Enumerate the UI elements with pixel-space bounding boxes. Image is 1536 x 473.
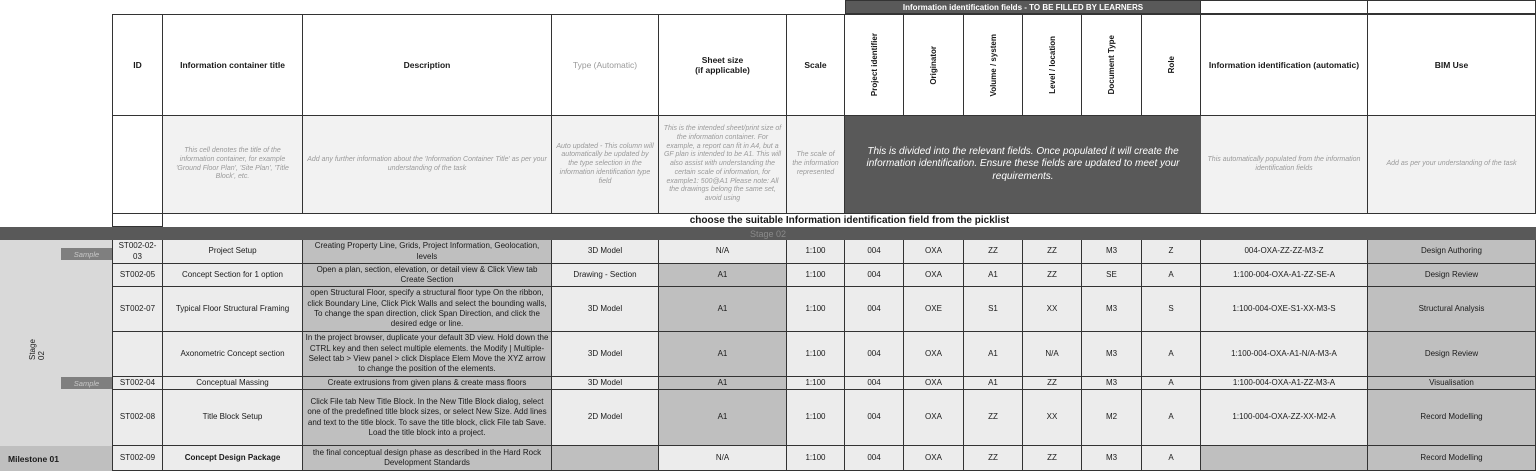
header-originator [904,14,964,116]
table-cell-volume: ZZ [964,240,1023,264]
table-cell-sheet: A1 [659,264,787,287]
table-cell-level: XX [1023,390,1082,446]
table-cell-sheet: N/A [659,240,787,264]
table-cell-infoid: 1:100-004-OXA-A1-N/A-M3-A [1201,332,1368,377]
table-cell-id: ST002-04 [112,377,163,390]
guidance-title: This cell denotes the title of the information container, for example 'Ground Floor Plan', 'Site Plan', 'Title Block', etc. [163,116,303,214]
header-sheet: Sheet size (if applicable) [659,14,787,116]
sample-tag: Sample [61,248,112,260]
sample-tag: Sample [61,377,112,389]
table-cell-role: A [1142,446,1201,471]
header-level [1023,14,1082,116]
table-cell-infoid: 1:100-004-OXA-ZZ-XX-M2-A [1201,390,1368,446]
table-cell-description: Click File tab New Title Block. In the New Title Block dialog, select one of the predefined title block sizes, or select New Size. Add lines and text to the title block. To save the title block, click File tab Save. Load the title block into a project. [303,390,552,446]
guidance-description: Add any further information about the 'Information Container Title' as per your understanding of the task [303,116,552,214]
table-cell-bim: Design Review [1368,332,1536,377]
table-cell-scale: 1:100 [787,377,845,390]
table-cell-originator: OXA [904,390,964,446]
table-cell-scale: 1:100 [787,287,845,332]
table-cell-level: ZZ [1023,240,1082,264]
header-project [845,14,904,116]
table-cell-originator: OXA [904,264,964,287]
table-cell-volume: A1 [964,332,1023,377]
guidance-id [112,116,163,214]
table-cell-sheet: A1 [659,377,787,390]
guidance-sheet: This is the intended sheet/print size of the information container. For example, a report can fit in A4, but a GF plan is intended to be A1. This will also assist with understanding the certain scale of information, for example1: 500@A1 Please note: All the drawings belong the same set, avoid using [659,116,787,214]
picklist-id-cell [112,214,163,227]
table-cell-sheet: A1 [659,287,787,332]
table-cell-id: ST002-02-03 [112,240,163,264]
table-cell-sheet: N/A [659,446,787,471]
header-volume-label: Volume / system [988,33,998,97]
table-cell-title: Typical Floor Structural Framing [163,287,303,332]
table-cell-role: A [1142,377,1201,390]
guidance-type: Auto updated - This column will automatically be updated by the type selection in the information identification type field [552,116,659,214]
table-cell-infoid: 004-OXA-ZZ-ZZ-M3-Z [1201,240,1368,264]
table-cell-volume: S1 [964,287,1023,332]
table-cell-project: 004 [845,287,904,332]
table-cell-title: Title Block Setup [163,390,303,446]
table-cell-title: Concept Section for 1 option [163,264,303,287]
table-cell-description: the final conceptual design phase as described in the Hard Rock Development Standards [303,446,552,471]
table-cell-sheet: A1 [659,332,787,377]
table-cell-project: 004 [845,264,904,287]
table-cell-bim: Design Review [1368,264,1536,287]
table-cell-project: 004 [845,446,904,471]
table-cell-role: Z [1142,240,1201,264]
header-description: Description [303,14,552,116]
table-cell-project: 004 [845,332,904,377]
milestone-label: Milestone 01 [0,446,112,471]
header-infoid: Information identification (automatic) [1201,14,1368,116]
table-cell-infoid: 1:100-004-OXA-A1-ZZ-SE-A [1201,264,1368,287]
guidance-infoid: This automatically populated from the information identification fields [1201,116,1368,214]
table-cell-bim: Record Modelling [1368,390,1536,446]
table-cell-id: ST002-09 [112,446,163,471]
header-type: Type (Automatic) [552,14,659,116]
table-cell-role: A [1142,390,1201,446]
header-role-label: Role [1166,56,1176,74]
table-cell-role: A [1142,332,1201,377]
table-cell-volume: A1 [964,264,1023,287]
table-cell-infoid: 1:100-004-OXA-A1-ZZ-M3-A [1201,377,1368,390]
table-cell-level: ZZ [1023,377,1082,390]
table-cell-level: ZZ [1023,264,1082,287]
table-cell-description: Creating Property Line, Grids, Project Information, Geolocation, levels [303,240,552,264]
picklist-instruction: choose the suitable Information identification field from the picklist [689,215,1010,226]
table-cell-id: ST002-05 [112,264,163,287]
table-cell-doctype: M3 [1082,377,1142,390]
header-doctype [1082,14,1142,116]
table-cell-scale: 1:100 [787,332,845,377]
header-bim: BIM Use [1368,14,1536,116]
table-cell-scale: 1:100 [787,446,845,471]
table-cell-description: In the project browser, duplicate your default 3D view. Hold down the CTRL key and then select multiple elements. the Modify | Multiple-Select tab > View panel > click Displace Elem Move the XYZ arrow to change the position of the elements. [303,332,552,377]
table-cell-title: Concept Design Package [163,446,303,471]
banner-blank-cell [1201,0,1368,14]
stage-bar: Stage 02 [0,227,1536,240]
table-cell-doctype: M3 [1082,446,1142,471]
table-cell-type: 3D Model [552,377,659,390]
table-cell-title: Conceptual Massing [163,377,303,390]
table-cell-description: open Structural Floor, specify a structural floor type On the ribbon, click Boundary Line, Click Pick Walls and select the bounding walls, To change the span direction, click Span Direction, and click the desired edge or line. [303,287,552,332]
table-cell-doctype: SE [1082,264,1142,287]
table-cell-project: 004 [845,390,904,446]
table-cell-originator: OXE [904,287,964,332]
table-cell-role: S [1142,287,1201,332]
table-cell-doctype: M2 [1082,390,1142,446]
table-cell-originator: OXA [904,332,964,377]
table-cell-project: 004 [845,377,904,390]
table-cell-title: Project Setup [163,240,303,264]
table-cell-type: 3D Model [552,332,659,377]
table-cell-type: 2D Model [552,390,659,446]
table-cell-bim: Visualisation [1368,377,1536,390]
table-cell-scale: 1:100 [787,240,845,264]
table-cell-doctype: M3 [1082,287,1142,332]
table-cell-level: N/A [1023,332,1082,377]
table-cell-type: Drawing - Section [552,264,659,287]
table-cell-type: 3D Model [552,240,659,264]
table-cell-scale: 1:100 [787,390,845,446]
table-cell-bim: Design Authoring [1368,240,1536,264]
table-cell-volume: ZZ [964,446,1023,471]
table-cell-id: ST002-07 [112,287,163,332]
table-cell-id [112,332,163,377]
table-cell-infoid [1201,446,1368,471]
table-cell-title: Axonometric Concept section [163,332,303,377]
table-cell-bim: Structural Analysis [1368,287,1536,332]
table-cell-level: ZZ [1023,446,1082,471]
table-cell-bim: Record Modelling [1368,446,1536,471]
table-cell-originator: OXA [904,240,964,264]
table-cell-role: A [1142,264,1201,287]
header-title: Information container title [163,14,303,116]
learner-fields-banner: Information identification fields - TO BE FILLED BY LEARNERS [845,0,1201,14]
table-cell-project: 004 [845,240,904,264]
banner-blank-cell [1368,0,1536,14]
guidance-scale: The scale of the information represented [787,116,845,214]
header-originator-label: Originator [929,45,938,85]
table-cell-type [552,446,659,471]
table-cell-id: ST002-08 [112,390,163,446]
header-project-label: Project identifier [869,33,879,97]
guidance-bim: Add as per your understanding of the task [1368,116,1536,214]
table-cell-type: 3D Model [552,287,659,332]
stage-label: Stage 02 [28,339,46,360]
table-cell-sheet: A1 [659,390,787,446]
header-role [1142,14,1201,116]
header-id: ID [112,14,163,116]
header-scale: Scale [787,14,845,116]
table-cell-doctype: M3 [1082,240,1142,264]
table-cell-volume: A1 [964,377,1023,390]
table-cell-description: Open a plan, section, elevation, or detail view & Click View tab Create Section [303,264,552,287]
table-cell-doctype: M3 [1082,332,1142,377]
table-cell-level: XX [1023,287,1082,332]
guidance-fields-note: This is divided into the relevant fields. Once populated it will create the information identification. Ensure these fields are updated to meet your requirements. [845,116,1201,214]
table-cell-originator: OXA [904,446,964,471]
header-volume [964,14,1023,116]
table-cell-infoid: 1:100-004-OXE-S1-XX-M3-S [1201,287,1368,332]
table-cell-description: Create extrusions from given plans & create mass floors [303,377,552,390]
table-cell-originator: OXA [904,377,964,390]
table-cell-volume: ZZ [964,390,1023,446]
header-doctype-label: Document Type [1107,35,1116,95]
header-level-label: Level / location [1047,36,1057,94]
table-cell-scale: 1:100 [787,264,845,287]
stage-column [0,240,112,446]
